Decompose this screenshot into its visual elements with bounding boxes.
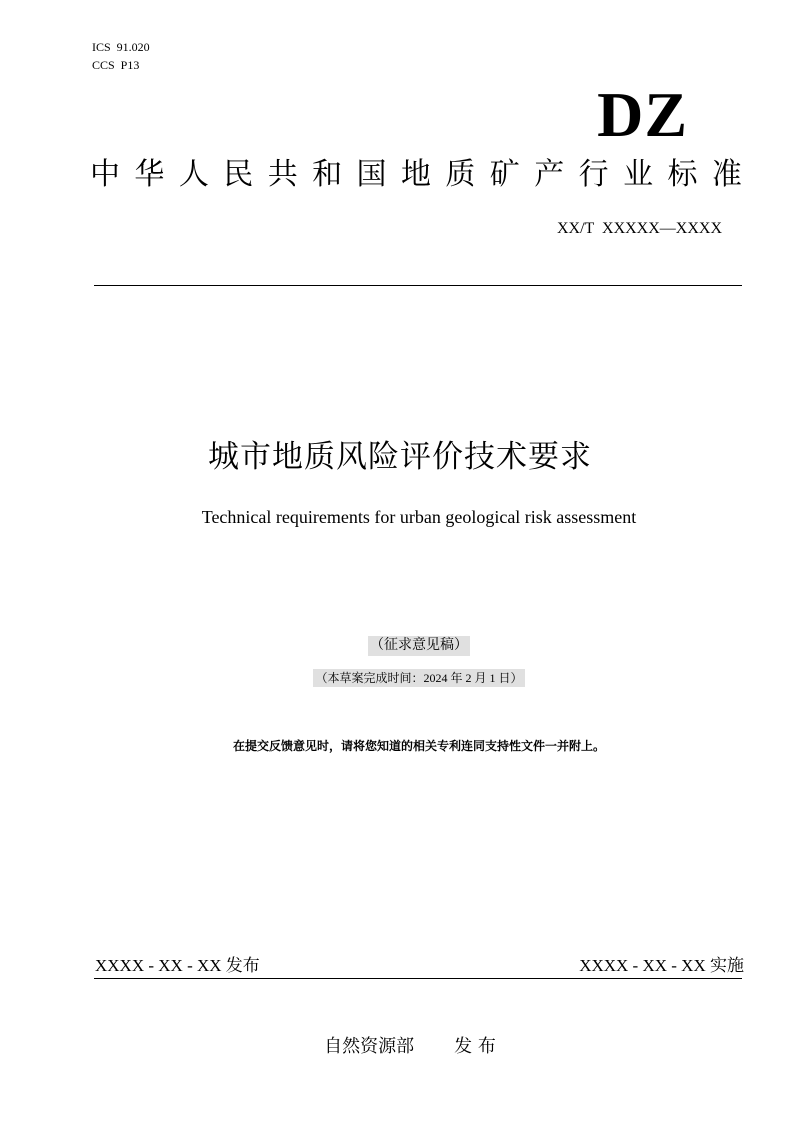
- org-char: 和: [312, 157, 343, 192]
- ccs-code: CCS P13: [92, 58, 140, 72]
- org-char: 国: [356, 157, 387, 192]
- org-char: 产: [534, 157, 565, 192]
- draft-date: （本草案完成时间：2024 年 2 月 1 日）: [315, 671, 523, 685]
- publisher-action: 发 布: [454, 1036, 496, 1057]
- publisher-name: 自然资源部: [324, 1036, 415, 1057]
- org-char: 华: [134, 157, 165, 192]
- org-char: 共: [267, 157, 298, 192]
- org-char: 标: [667, 157, 698, 192]
- ics-code: ICS 91.020: [92, 40, 150, 54]
- title-chinese: 城市地质风险评价技术要求: [208, 439, 592, 475]
- implement-date: XXXX - XX - XX 实施: [579, 956, 744, 975]
- org-char: 质: [445, 157, 476, 192]
- org-char: 准: [711, 157, 742, 192]
- org-char: 民: [223, 157, 254, 192]
- org-char: 矿: [489, 157, 520, 192]
- org-char: 业: [623, 157, 654, 192]
- org-char: 行: [578, 157, 609, 192]
- org-char: 中: [90, 157, 120, 192]
- classification-codes: [92, 38, 150, 74]
- publisher-line: [0, 1035, 800, 1059]
- draft-date-row: [0, 669, 800, 687]
- footer-divider: [94, 978, 742, 979]
- patent-notice: 在提交反馈意见时，请将您知道的相关专利连同支持性文件一并附上。: [232, 739, 605, 753]
- organization-name: [90, 155, 742, 195]
- title-english: Technical requirements for urban geological risk assessment: [201, 507, 637, 527]
- standard-number: XX/T XXXXX—XXXX: [556, 220, 722, 237]
- issue-date: XXXX - XX - XX 发布: [95, 956, 260, 975]
- draft-label: （征求意见稿）: [368, 636, 470, 656]
- org-char: 地: [400, 157, 431, 192]
- org-char: 人: [178, 157, 209, 192]
- draft-label-row: [0, 636, 800, 656]
- dz-logo: DZ: [597, 79, 688, 150]
- header-divider: [94, 285, 742, 286]
